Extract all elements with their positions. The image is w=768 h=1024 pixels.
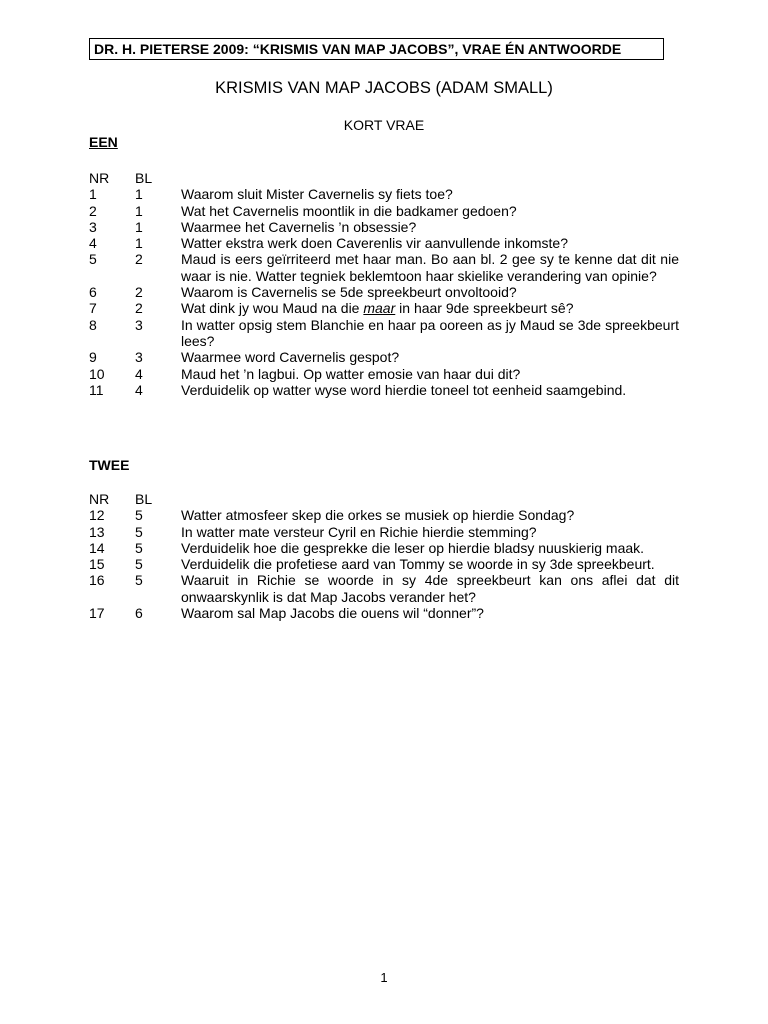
question-text: Maud het ’n lagbui. Op watter emosie van haar dui dit? — [181, 365, 521, 382]
page-reference: 2 — [135, 251, 143, 268]
question-number: 12 — [89, 507, 105, 524]
page-reference: 5 — [135, 507, 143, 524]
table-row — [89, 524, 679, 540]
page-reference: 5 — [135, 523, 143, 540]
page-reference: 2 — [135, 284, 143, 301]
question-text: Waarom sluit Mister Cavernelis sy fiets toe? — [181, 186, 453, 203]
question-text — [181, 300, 679, 316]
question-table-een — [89, 170, 679, 398]
table-row — [89, 186, 679, 202]
table-row — [89, 251, 679, 284]
question-number: 8 — [89, 316, 97, 333]
question-text: Watter atmosfeer skep die orkes se musiek op hierdie Sondag? — [181, 507, 575, 524]
table-row — [89, 203, 679, 219]
question-number: 9 — [89, 349, 97, 366]
column-header-bl: BL — [135, 170, 153, 186]
question-number: 14 — [89, 539, 105, 556]
page-reference: 3 — [135, 349, 143, 366]
question-number: 3 — [89, 218, 97, 235]
header-box: DR. H. PIETERSE 2009: “KRISMIS VAN MAP JACOBS”, VRAE ÉN ANTWOORDE — [89, 38, 664, 60]
column-header-bl: BL — [135, 491, 153, 507]
question-number: 2 — [89, 202, 97, 219]
question-number: 1 — [89, 186, 97, 203]
question-text: Maud is eers geïrriteerd met haar man. Bo aan bl. 2 gee sy te kenne dat dit nie waar is nie. Watter tegniek beklemtoon haar skielike verandering van opinie? — [181, 251, 679, 284]
page-reference: 5 — [135, 572, 143, 589]
page-reference: 5 — [135, 556, 143, 573]
table-header-row — [89, 491, 679, 507]
question-text: Verduidelik hoe die gesprekke die leser op hierdie bladsy nuuskierig maak. — [181, 539, 645, 556]
table-row — [89, 349, 679, 365]
question-text: In watter opsig stem Blanchie en haar pa ooreen as jy Maud se 3de spreekbeurt lees? — [181, 316, 679, 349]
question-text: Waarom sal Map Jacobs die ouens wil “donner”? — [181, 605, 484, 622]
question-number: 11 — [89, 381, 104, 398]
table-row — [89, 572, 679, 605]
table-header-row — [89, 170, 679, 186]
table-row — [89, 605, 679, 621]
question-text: Verduidelik op watter wyse word hierdie toneel tot eenheid saamgebind. — [181, 381, 627, 398]
page-reference: 4 — [135, 365, 143, 382]
page-reference: 1 — [135, 218, 143, 235]
question-number: 7 — [89, 300, 97, 317]
column-header-question — [181, 170, 679, 186]
table-row — [89, 507, 679, 523]
table-row — [89, 219, 679, 235]
question-text: Waarmee het Cavernelis ’n obsessie? — [181, 218, 417, 235]
question-text: Watter ekstra werk doen Caverenlis vir aanvullende inkomste? — [181, 235, 568, 252]
emphasized-word: maar — [363, 300, 396, 317]
page-reference: 6 — [135, 605, 143, 622]
question-number: 10 — [89, 365, 105, 382]
table-row — [89, 556, 679, 572]
question-text: Wat het Cavernelis moontlik in die badkamer gedoen? — [181, 202, 517, 219]
page-reference: 1 — [135, 202, 143, 219]
question-number: 5 — [89, 251, 97, 268]
table-row — [89, 382, 679, 398]
table-row — [89, 284, 679, 300]
question-text-after: in haar 9de spreekbeurt sê? — [395, 300, 574, 317]
page-reference: 1 — [135, 235, 143, 252]
page-reference: 1 — [135, 186, 143, 203]
section-heading-een: EEN — [89, 134, 118, 150]
page-reference: 2 — [135, 300, 143, 317]
page-number: 1 — [380, 970, 388, 985]
question-text: In watter mate versteur Cyril en Richie hierdie stemming? — [181, 523, 537, 540]
page-reference: 5 — [135, 539, 143, 556]
column-header-nr: NR — [89, 170, 110, 186]
question-text: Verduidelik die profetiese aard van Tommy se woorde in sy 3de spreekbeurt. — [181, 556, 655, 573]
question-text-before: Wat dink jy wou Maud na die — [181, 300, 364, 317]
page-reference: 3 — [135, 316, 143, 333]
section-heading-twee: TWEE — [89, 457, 130, 473]
question-text: Waarmee word Cavernelis gespot? — [181, 349, 400, 366]
question-number: 6 — [89, 284, 97, 301]
column-header-question — [181, 491, 679, 507]
column-header-nr: NR — [89, 491, 110, 507]
question-number: 13 — [89, 523, 105, 540]
table-row — [89, 235, 679, 251]
question-table-twee — [89, 491, 679, 621]
page-subtitle: KORT VRAE — [343, 117, 425, 133]
question-number: 4 — [89, 235, 97, 252]
question-text: Waarom is Cavernelis se 5de spreekbeurt onvoltooid? — [181, 284, 517, 301]
question-number: 17 — [89, 605, 105, 622]
question-text: Waaruit in Richie se woorde in sy 4de spreekbeurt kan ons aflei dat dit onwaarskynlik is dat Map Jacobs verander het? — [181, 572, 679, 605]
question-number: 15 — [89, 556, 105, 573]
page-title: KRISMIS VAN MAP JACOBS (ADAM SMALL) — [215, 79, 553, 97]
table-row — [89, 366, 679, 382]
table-row — [89, 317, 679, 350]
page-reference: 4 — [135, 381, 143, 398]
table-row — [89, 300, 679, 316]
table-row — [89, 540, 679, 556]
question-number: 16 — [89, 572, 105, 589]
